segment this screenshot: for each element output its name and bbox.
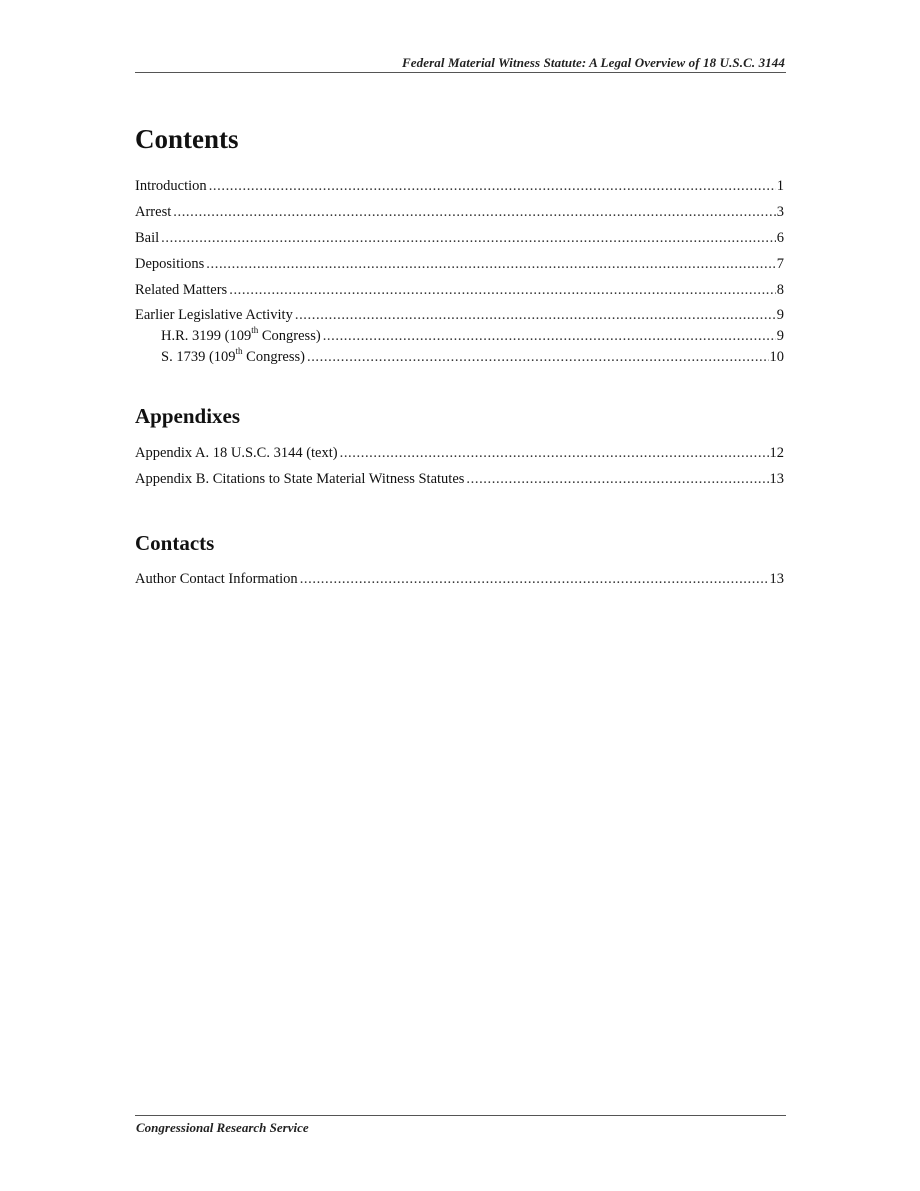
toc-dot-leader xyxy=(229,281,776,299)
toc-entry-bail[interactable] xyxy=(135,229,784,247)
toc-dot-leader xyxy=(323,327,776,345)
header-divider xyxy=(135,72,786,73)
toc-entry-page: 10 xyxy=(769,349,784,365)
running-header: Federal Material Witness Statute: A Legal Overview of 18 U.S.C. 3144 xyxy=(402,55,785,70)
toc-entry-page: 7 xyxy=(776,256,784,272)
toc-entry-page: 13 xyxy=(769,571,784,587)
footer-divider xyxy=(135,1115,786,1116)
toc-entry-page: 13 xyxy=(769,471,784,487)
toc-entry-author-contact[interactable] xyxy=(135,570,784,588)
toc-entry-depositions[interactable] xyxy=(135,255,784,273)
appendixes-heading: Appendixes xyxy=(135,404,241,428)
toc-entry-page: 6 xyxy=(776,230,784,246)
toc-entry-title: Author Contact Information xyxy=(135,571,298,587)
toc-dot-leader xyxy=(300,570,769,588)
toc-entry-title: Appendix B. Citations to State Material Witness Statutes xyxy=(135,471,465,487)
toc-entry-title: Appendix A. 18 U.S.C. 3144 (text) xyxy=(135,445,338,461)
toc-entry-title: Depositions xyxy=(135,256,205,272)
toc-entry-related-matters[interactable] xyxy=(135,281,784,299)
toc-dot-leader xyxy=(161,229,776,247)
toc-title-part: Congress) xyxy=(242,349,305,365)
toc-dot-leader xyxy=(206,255,775,273)
toc-dot-leader xyxy=(466,470,768,488)
toc-dot-leader xyxy=(340,444,769,462)
contents-heading: Contents xyxy=(135,124,239,154)
toc-entry-title: Earlier Legislative Activity xyxy=(135,307,293,323)
toc-title-part: Congress) xyxy=(258,328,321,344)
toc-entry-page: 1 xyxy=(776,178,784,194)
toc-subentry-hr-3199[interactable] xyxy=(161,327,784,345)
toc-entry-introduction[interactable] xyxy=(135,177,784,195)
contacts-heading: Contacts xyxy=(135,531,215,555)
toc-entry-title xyxy=(161,327,321,345)
toc-entry-arrest[interactable] xyxy=(135,203,784,221)
toc-title-superscript: th xyxy=(251,325,259,336)
toc-entry-title: Related Matters xyxy=(135,282,228,298)
running-footer: Congressional Research Service xyxy=(136,1120,309,1135)
toc-entry-page: 3 xyxy=(776,204,784,220)
toc-entry-earlier-legislative-activity[interactable] xyxy=(135,306,784,324)
toc-entry-title: Arrest xyxy=(135,204,172,220)
toc-dot-leader xyxy=(209,177,776,195)
toc-title-superscript: th xyxy=(235,346,243,357)
toc-entry-appendix-b[interactable] xyxy=(135,470,784,488)
toc-dot-leader xyxy=(307,348,769,366)
toc-entry-page: 9 xyxy=(776,307,784,323)
toc-entry-title: Introduction xyxy=(135,178,207,194)
toc-entry-appendix-a[interactable] xyxy=(135,444,784,462)
toc-dot-leader xyxy=(295,306,776,324)
toc-dot-leader xyxy=(173,203,776,221)
toc-title-part: S. 1739 (109 xyxy=(161,349,236,365)
toc-entry-page: 9 xyxy=(776,328,784,344)
toc-title-part: H.R. 3199 (109 xyxy=(161,328,252,344)
toc-entry-title xyxy=(161,348,305,366)
toc-entry-page: 8 xyxy=(776,282,784,298)
toc-subentry-s-1739[interactable] xyxy=(161,348,784,366)
toc-entry-title: Bail xyxy=(135,230,160,246)
toc-entry-page: 12 xyxy=(769,445,784,461)
